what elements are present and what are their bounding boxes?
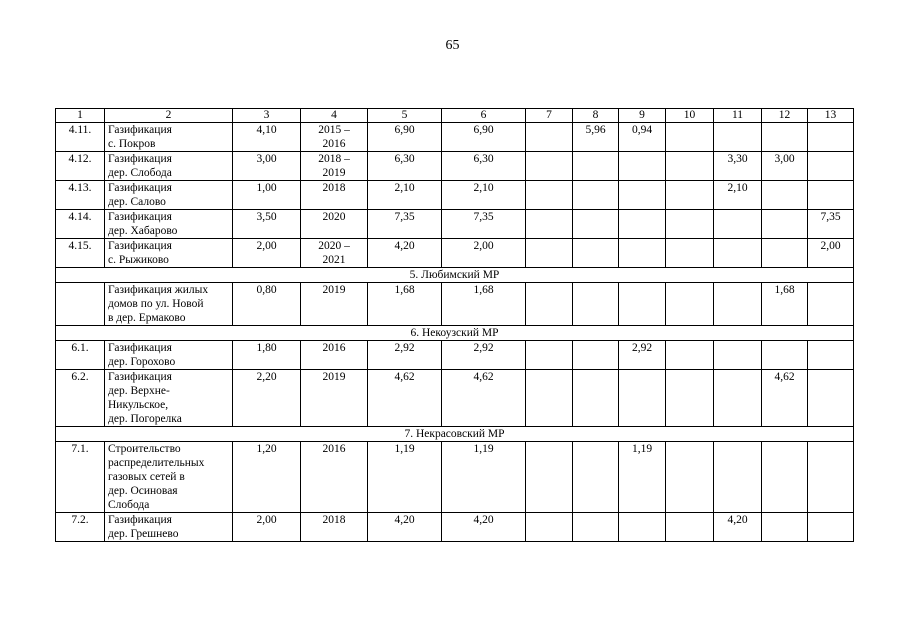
col-9-cell: 0,94	[619, 123, 666, 152]
table-row	[56, 123, 854, 152]
col-9-cell	[619, 370, 666, 427]
section-row	[56, 268, 854, 283]
col-12-cell	[762, 513, 808, 542]
funding-total-cell: 6,90	[442, 123, 526, 152]
col-13-cell: 7,35	[808, 210, 854, 239]
period-cell: 2018	[301, 513, 368, 542]
col-8-cell	[573, 239, 619, 268]
capacity-cell: 1,80	[233, 341, 301, 370]
funding-total-cell: 2,92	[442, 341, 526, 370]
table-row	[56, 341, 854, 370]
col-12-cell	[762, 442, 808, 513]
total-cost-cell: 1,19	[368, 442, 442, 513]
period-cell: 2019	[301, 370, 368, 427]
col-13-cell	[808, 152, 854, 181]
col-12-cell	[762, 123, 808, 152]
col-11-cell	[714, 370, 762, 427]
col-12-cell	[762, 181, 808, 210]
total-cost-cell: 4,20	[368, 513, 442, 542]
col-13-cell	[808, 513, 854, 542]
col-11-cell	[714, 341, 762, 370]
item-name-cell: Газификация дер. Салово	[105, 181, 233, 210]
row-number-cell: 7.1.	[56, 442, 105, 513]
header-cell: 3	[233, 109, 301, 123]
funding-total-cell: 4,20	[442, 513, 526, 542]
section-title: 5. Любимский МР	[56, 268, 854, 283]
item-name-cell: Газификация дер. Хабарово	[105, 210, 233, 239]
capacity-cell: 4,10	[233, 123, 301, 152]
funding-total-cell: 2,00	[442, 239, 526, 268]
period-cell: 2020 – 2021	[301, 239, 368, 268]
col-12-cell: 1,68	[762, 283, 808, 326]
col-7-cell	[526, 442, 573, 513]
period-cell: 2016	[301, 442, 368, 513]
col-10-cell	[666, 210, 714, 239]
col-9-cell: 1,19	[619, 442, 666, 513]
capacity-cell: 3,50	[233, 210, 301, 239]
col-7-cell	[526, 210, 573, 239]
col-12-cell	[762, 341, 808, 370]
header-cell: 4	[301, 109, 368, 123]
item-name-cell: Газификация дер. Верхне- Никульское, дер. Погорелка	[105, 370, 233, 427]
section-row	[56, 427, 854, 442]
period-cell: 2018 – 2019	[301, 152, 368, 181]
col-10-cell	[666, 152, 714, 181]
table-row	[56, 283, 854, 326]
row-number-cell: 4.12.	[56, 152, 105, 181]
col-11-cell: 2,10	[714, 181, 762, 210]
capacity-cell: 1,00	[233, 181, 301, 210]
section-title: 7. Некрасовский МР	[56, 427, 854, 442]
header-cell: 10	[666, 109, 714, 123]
capacity-cell: 3,00	[233, 152, 301, 181]
item-name-cell: Газификация с. Покров	[105, 123, 233, 152]
header-cell: 8	[573, 109, 619, 123]
col-8-cell	[573, 210, 619, 239]
col-13-cell	[808, 442, 854, 513]
period-cell: 2020	[301, 210, 368, 239]
col-7-cell	[526, 341, 573, 370]
col-7-cell	[526, 370, 573, 427]
col-10-cell	[666, 283, 714, 326]
col-8-cell	[573, 442, 619, 513]
col-8-cell	[573, 341, 619, 370]
section-row	[56, 326, 854, 341]
capacity-cell: 2,20	[233, 370, 301, 427]
col-7-cell	[526, 181, 573, 210]
row-number-cell: 4.11.	[56, 123, 105, 152]
item-name-cell: Газификация дер. Грешнево	[105, 513, 233, 542]
col-8-cell	[573, 513, 619, 542]
col-10-cell	[666, 513, 714, 542]
table-row	[56, 152, 854, 181]
funding-total-cell: 4,62	[442, 370, 526, 427]
row-number-cell	[56, 283, 105, 326]
item-name-cell: Строительство распределительных газовых сетей в дер. Осиновая Слобода	[105, 442, 233, 513]
col-11-cell	[714, 210, 762, 239]
row-number-cell: 6.2.	[56, 370, 105, 427]
item-name-cell: Газификация дер. Слобода	[105, 152, 233, 181]
funding-total-cell: 6,30	[442, 152, 526, 181]
col-12-cell	[762, 210, 808, 239]
period-cell: 2015 – 2016	[301, 123, 368, 152]
col-7-cell	[526, 152, 573, 181]
col-9-cell	[619, 513, 666, 542]
total-cost-cell: 1,68	[368, 283, 442, 326]
page-number: 65	[445, 38, 460, 53]
item-name-cell: Газификация с. Рыжиково	[105, 239, 233, 268]
row-number-cell: 6.1.	[56, 341, 105, 370]
col-9-cell	[619, 152, 666, 181]
col-13-cell	[808, 283, 854, 326]
table-row	[56, 239, 854, 268]
header-cell: 1	[56, 109, 105, 123]
header-row	[56, 109, 854, 123]
col-11-cell: 4,20	[714, 513, 762, 542]
funding-total-cell: 1,19	[442, 442, 526, 513]
header-cell: 6	[442, 109, 526, 123]
table-body	[56, 109, 854, 542]
funding-total-cell: 1,68	[442, 283, 526, 326]
col-10-cell	[666, 370, 714, 427]
capacity-cell: 1,20	[233, 442, 301, 513]
header-cell: 11	[714, 109, 762, 123]
period-cell: 2019	[301, 283, 368, 326]
col-13-cell: 2,00	[808, 239, 854, 268]
header-cell: 7	[526, 109, 573, 123]
col-12-cell: 3,00	[762, 152, 808, 181]
col-11-cell	[714, 123, 762, 152]
col-12-cell	[762, 239, 808, 268]
col-8-cell	[573, 370, 619, 427]
col-13-cell	[808, 370, 854, 427]
table-row	[56, 442, 854, 513]
col-10-cell	[666, 442, 714, 513]
funding-total-cell: 2,10	[442, 181, 526, 210]
header-cell: 9	[619, 109, 666, 123]
total-cost-cell: 7,35	[368, 210, 442, 239]
row-number-cell: 4.13.	[56, 181, 105, 210]
col-10-cell	[666, 341, 714, 370]
program-table	[55, 108, 854, 542]
total-cost-cell: 6,30	[368, 152, 442, 181]
col-8-cell	[573, 283, 619, 326]
col-11-cell: 3,30	[714, 152, 762, 181]
col-9-cell: 2,92	[619, 341, 666, 370]
col-8-cell	[573, 152, 619, 181]
total-cost-cell: 4,20	[368, 239, 442, 268]
col-7-cell	[526, 123, 573, 152]
col-10-cell	[666, 181, 714, 210]
col-9-cell	[619, 210, 666, 239]
col-10-cell	[666, 239, 714, 268]
period-cell: 2018	[301, 181, 368, 210]
col-7-cell	[526, 513, 573, 542]
col-11-cell	[714, 283, 762, 326]
table-row	[56, 370, 854, 427]
total-cost-cell: 2,10	[368, 181, 442, 210]
total-cost-cell: 2,92	[368, 341, 442, 370]
section-title: 6. Некоузский МР	[56, 326, 854, 341]
item-name-cell: Газификация жилых домов по ул. Новой в дер. Ермаково	[105, 283, 233, 326]
row-number-cell: 4.15.	[56, 239, 105, 268]
capacity-cell: 2,00	[233, 239, 301, 268]
capacity-cell: 0,80	[233, 283, 301, 326]
header-cell: 5	[368, 109, 442, 123]
table-row	[56, 513, 854, 542]
item-name-cell: Газификация дер. Горохово	[105, 341, 233, 370]
col-7-cell	[526, 239, 573, 268]
col-9-cell	[619, 239, 666, 268]
col-9-cell	[619, 181, 666, 210]
col-10-cell	[666, 123, 714, 152]
header-cell: 13	[808, 109, 854, 123]
col-13-cell	[808, 181, 854, 210]
col-8-cell	[573, 181, 619, 210]
header-cell: 12	[762, 109, 808, 123]
col-13-cell	[808, 123, 854, 152]
funding-total-cell: 7,35	[442, 210, 526, 239]
col-9-cell	[619, 283, 666, 326]
col-7-cell	[526, 283, 573, 326]
period-cell: 2016	[301, 341, 368, 370]
table-row	[56, 210, 854, 239]
col-8-cell: 5,96	[573, 123, 619, 152]
col-12-cell: 4,62	[762, 370, 808, 427]
header-cell: 2	[105, 109, 233, 123]
total-cost-cell: 4,62	[368, 370, 442, 427]
total-cost-cell: 6,90	[368, 123, 442, 152]
col-11-cell	[714, 239, 762, 268]
capacity-cell: 2,00	[233, 513, 301, 542]
col-11-cell	[714, 442, 762, 513]
table-row	[56, 181, 854, 210]
col-13-cell	[808, 341, 854, 370]
row-number-cell: 7.2.	[56, 513, 105, 542]
row-number-cell: 4.14.	[56, 210, 105, 239]
